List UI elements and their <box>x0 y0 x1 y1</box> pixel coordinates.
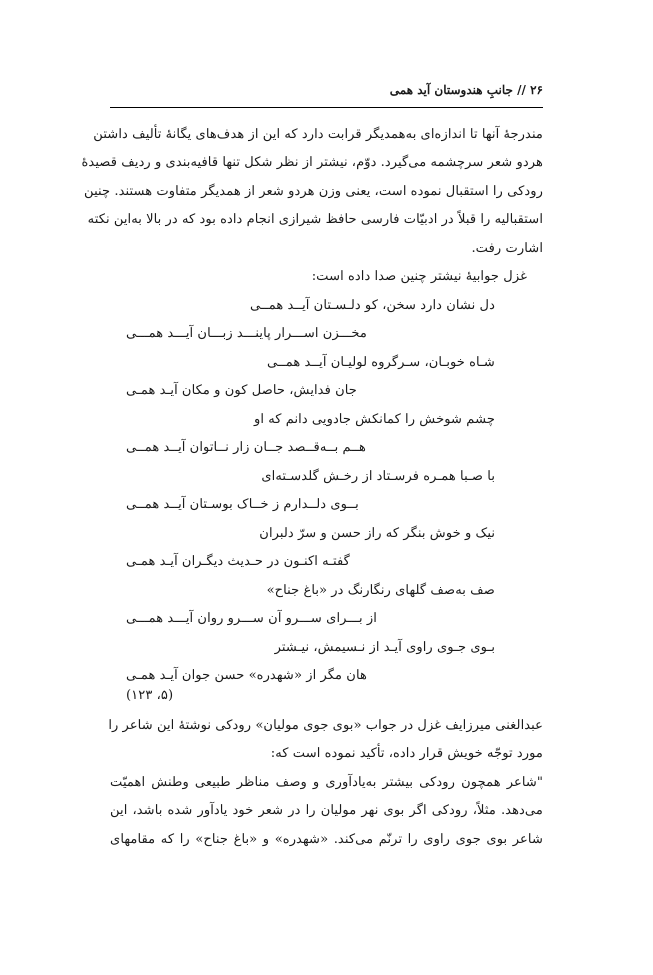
verse-hemistich-first: صف به‌صف گلهای رنگارنگ در «باغ جناح» <box>266 583 495 598</box>
header-rule <box>110 107 543 108</box>
page-number: ۲۶ <box>530 83 543 97</box>
verse-hemistich-second: گفتـه اکنـون در حـدیث دیگـران آیـد همـی <box>126 554 350 569</box>
verse-hemistich-first: شـاه خوبـان، سـرگروه لولیـان آیــد همــی <box>267 355 495 370</box>
paragraph-line: عبدالغنی میرزایف غزل در جواب «بوی جوی مولیان» رودکی نوشتهٔ این شاعر را <box>108 718 543 733</box>
verse-hemistich-second: مخـــزن اســـرار پاینـــد زبـــان آیـــد همـــی <box>126 326 367 341</box>
verse-hemistich-second: هان مگر از «شهدره» حسن جوان آیـد همـی <box>126 668 367 683</box>
paragraph-line: هردو شعر سرچشمه می‌گیرد. دوّم، نیشتر از نظر شکل تنها قافیه‌بندی و ردیف قصیدهٔ <box>81 155 543 170</box>
verse-intro: غزل جوابیهٔ نیشتر چنین صدا داده است: <box>311 269 527 284</box>
quote-line: "شاعر همچون رودکی بیشتر به‌یادآوری و وصف مناظر طبیعی وطنش اهمیّت <box>110 775 543 790</box>
paragraph-line: رودکی را استقبال نموده است، یعنی وزن هردو شعر از همدیگر متفاوت هستند. چنین <box>84 184 543 199</box>
verse-hemistich-first: نیک و خوش بنگر که راز حسن و سرّ دلبران <box>259 526 495 541</box>
header-separator: // <box>517 83 526 97</box>
verse-hemistich-second: جان فدایش، حاصل کون و مکان آیـد همـی <box>126 383 357 398</box>
running-title: جانبِ هندوستان آید همی <box>389 83 513 97</box>
verse-hemistich-first: چشم شوخش را کمانکش جادویی دانم که او <box>253 412 495 427</box>
paragraph-line: مندرجهٔ آنها تا اندازه‌ای به‌همدیگر قرابت دارد که این از هدف‌های یگانهٔ تألیف داشتن <box>93 127 543 142</box>
verse-hemistich-first: با صـبا همـره فرسـتاد از رخـش گلدسـته‌ای <box>261 469 495 484</box>
running-header <box>110 83 543 105</box>
verse-hemistich-second: از بـــرای ســـرو آن ســـرو روان آیـــد همـــی <box>126 611 377 626</box>
verse-hemistich-second: بــوی دلــدارم ز خــاک بوسـتان آیــد همــی <box>126 497 359 512</box>
paragraph-line: مورد توجّه خویش قرار داده، تأکید نموده است که: <box>270 746 543 761</box>
quote-line: شاعر بوی جوی راوی را ترنّم می‌کند. «شهدره» و «باغ جناح» را که مقامهای <box>110 832 543 847</box>
paragraph-line: اشارت رفت. <box>471 241 543 256</box>
paragraph-line: استقبالیه را قبلاً در ادبیّات فارسی حافظ شیرازی انجام داده بود که در بالا به‌این نکته <box>87 212 543 227</box>
quote-line: می‌دهد. مثلاً، رودکی اگر بوی نهر مولیان را در شعر خود یادآور شده باشد، این <box>110 803 543 818</box>
verse-hemistich-first: بـوی جـوی راوی آیـد از نـسیمش، نیـشتر <box>274 640 495 655</box>
citation-reference: (۵، ۱۲۳) <box>126 688 174 703</box>
verse-hemistich-second: هــم بــه‌قــصد جــان زار نــاتوان آیــد همــی <box>126 440 366 455</box>
verse-hemistich-first: دل نشان دارد سخن، کو دلـسـتان آیــد همــی <box>249 298 495 313</box>
